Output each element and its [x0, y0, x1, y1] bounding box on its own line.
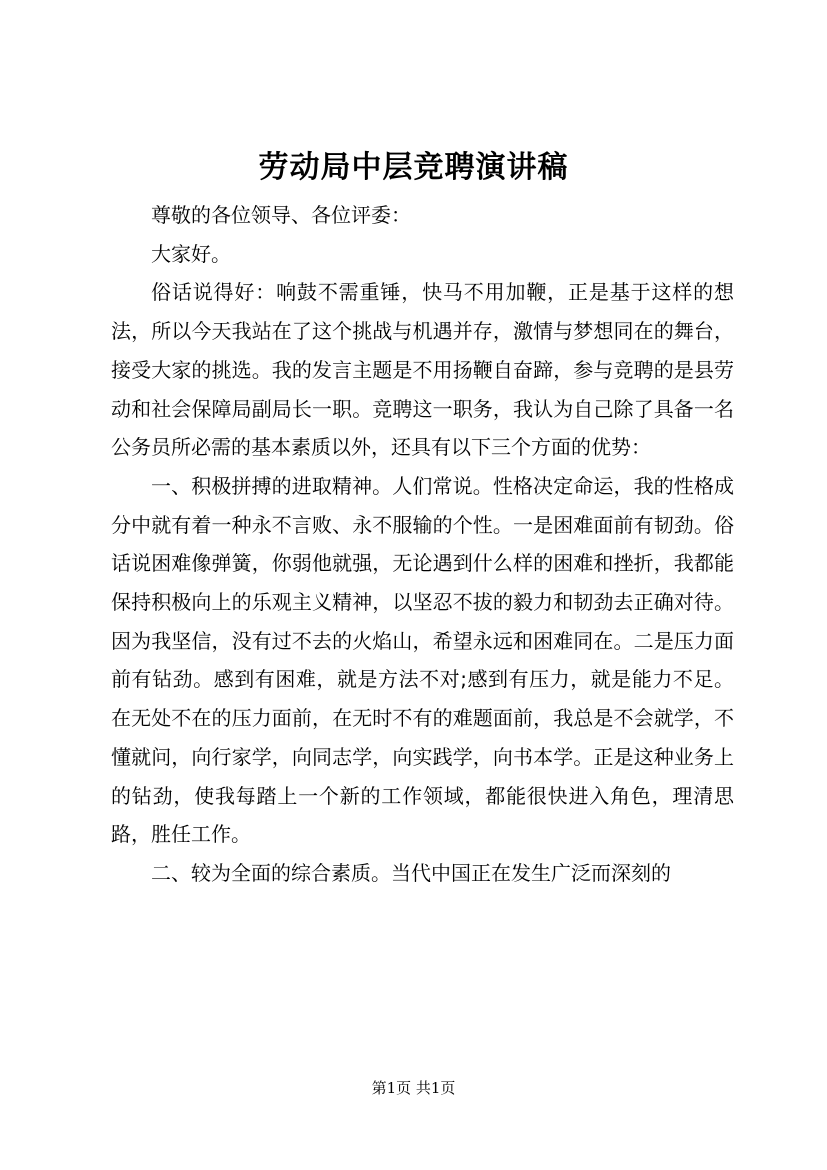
paragraph-point-one: 一、积极拼搏的进取精神。人们常说。性格决定命运，我的性格成分中就有着一种永不言败、永不服输的个性。一是困难面前有韧劲。俗话说困难像弹簧，你弱他就强，无论遇到什么样的困难和挫折，我都能保持积极向上的乐观主义精神，以坚忍不拔的毅力和韧劲去正确对待。因为我坚信，没有过不去的火焰山，希望永远和困难同在。二是压力面前有钻劲。感到有困难，就是方法不对;感到有压力，就是能力不足。在无处不在的压力面前，在无时不有的难题面前，我总是不会就学，不懂就问，向行家学，向同志学，向实践学，向书本学。正是这种业务上的钻劲，使我每踏上一个新的工作领域，都能很快进入角色，理清思路，胜任工作。 [111, 473, 734, 847]
paragraph-intro: 俗话说得好：响鼓不需重锤，快马不用加鞭，正是基于这样的想法，所以今天我站在了这个挑战与机遇并存，激情与梦想同在的舞台，接受大家的挑选。我的发言主题是不用扬鞭自奋蹄，参与竞聘的是县劳动和社会保障局副局长一职。竞聘这一职务，我认为自己除了具备一名公务员所必需的基本素质以外，还具有以下三个方面的优势： [111, 280, 734, 460]
paragraph-point-two: 二、较为全面的综合素质。当代中国正在发生广泛而深刻的 [151, 860, 671, 885]
document-title: 劳动局中层竞聘演讲稿 [258, 150, 569, 185]
paragraph-salutation: 尊敬的各位领导、各位评委： [151, 203, 411, 227]
document-body [111, 196, 734, 893]
page-footer: 第1页 共1页 [371, 1079, 456, 1097]
paragraph-greeting: 大家好。 [151, 241, 231, 266]
